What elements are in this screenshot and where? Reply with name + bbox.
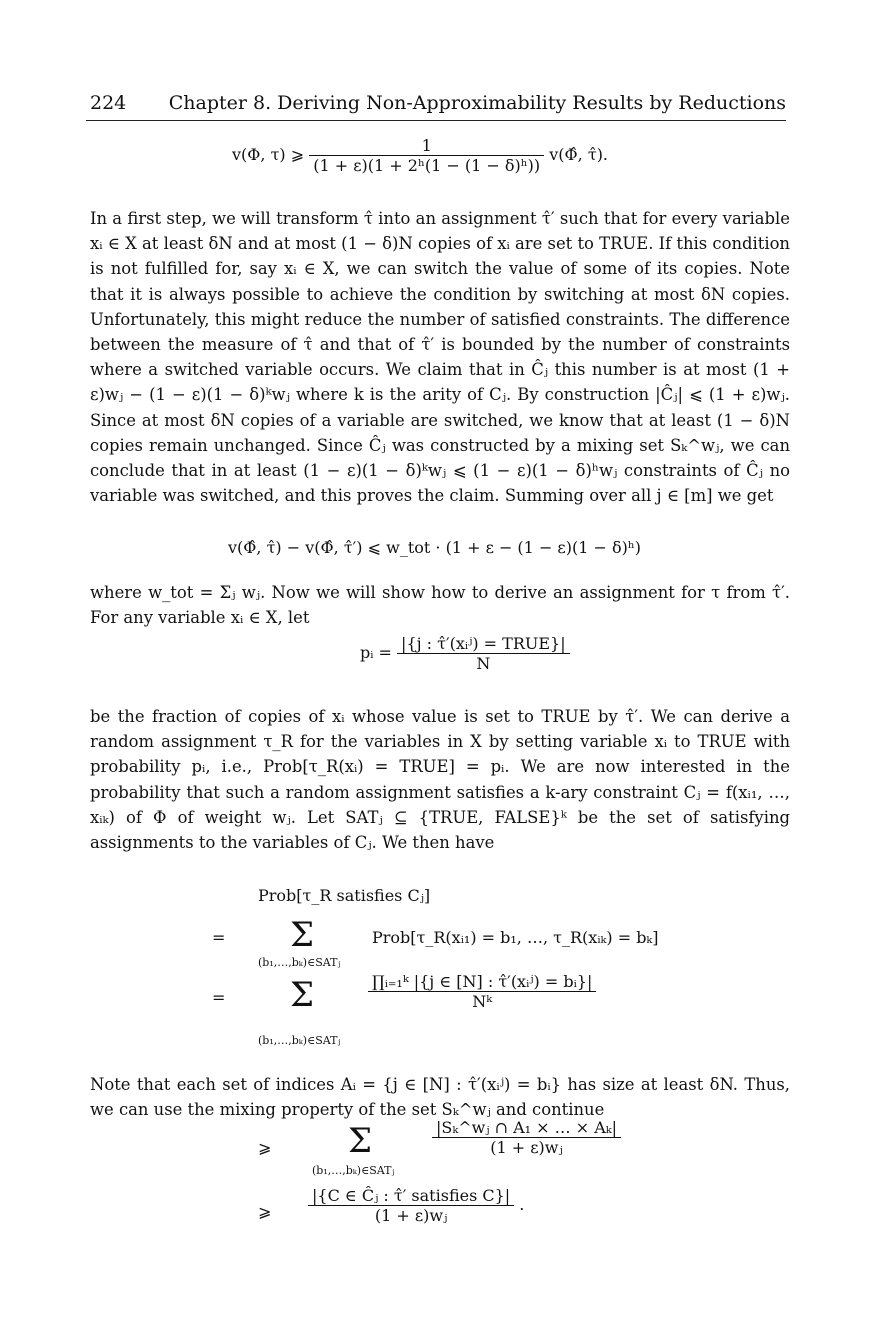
eq5-denominator-1: (1 + ε)wⱼ <box>432 1137 621 1157</box>
eq4-sum-2-sub: (b₁,…,bₖ)∈SATⱼ <box>258 1034 341 1047</box>
eq5-fraction-2 <box>308 1186 524 1225</box>
running-header <box>86 92 786 120</box>
paragraph-2: where w_tot = Σⱼ wⱼ. Now we will show how to derive an assignment for τ from τ̂′. For any variable xᵢ ∈ X, let <box>90 583 790 628</box>
eq4-sum-1: Σ <box>290 915 315 955</box>
eq4-eqsign-2: = <box>212 988 226 1007</box>
eq4-sum-1-sub: (b₁,…,bₖ)∈SATⱼ <box>258 956 341 969</box>
eq5-sum: Σ <box>348 1121 373 1161</box>
eq5-denominator-2: (1 + ε)wⱼ <box>308 1205 514 1225</box>
eq3-fraction <box>397 634 570 673</box>
eq3-numerator: |{j : τ̂′(xᵢʲ) = TRUE}| <box>401 634 566 653</box>
eq4-denominator: Nᵏ <box>368 991 596 1011</box>
eq5-fraction-1 <box>432 1118 621 1157</box>
equation-2: v(Φ̂, τ̂) − v(Φ̂, τ̂′) ⩽ w_tot · (1 + ε − (1 − ε)(1 − δ)ʰ) <box>228 538 641 557</box>
eq1-fraction <box>309 136 544 175</box>
eq5-sum-sub: (b₁,…,bₖ)∈SATⱼ <box>312 1164 395 1177</box>
eq1-lhs: v(Φ, τ) ⩾ <box>232 145 305 164</box>
equation-3 <box>360 634 660 690</box>
eq4-line0: Prob[τ_R satisfies Cⱼ] <box>258 886 431 905</box>
eq4-fraction <box>368 972 596 1011</box>
eq5-numerator-2: |{C ∈ Ĉⱼ : τ̂′ satisfies C}| <box>312 1186 511 1205</box>
paragraph-1: In a first step, we will transform τ̂ into an assignment τ̂′ such that for every variable xᵢ ∈ X at least δN and at most (1 − δ)N copies of xᵢ are set to TRUE. If this condition is not fulfilled for, say xᵢ ∈ X, we can switch the value of some of its copies. Note that it is always possible to achieve the condition by switching at most δN copies. Unfortunately, this might reduce the number of satisfied constraints. The difference between the measure of τ̂ and that of τ̂′ is bounded by the number of constraints where a switched variable occurs. We claim that in Ĉⱼ this number is at most (1 + ε)wⱼ − (1 − ε)(1 − δ)ᵏwⱼ where k is the arity of Cⱼ. By construction |Ĉⱼ| ⩽ (1 + ε)wⱼ. Since at most δN copies of a variable are switched, we know that at least (1 − δ)N copies remain unchanged. Since Ĉⱼ was constructed by a mixing set Sₖ^wⱼ, we can conclude that in at least (1 − ε)(1 − δ)ᵏwⱼ ⩽ (1 − ε)(1 − δ)ʰwⱼ constraints of Ĉⱼ no variable was switched, and this proves the claim. Summing over all j ∈ [m] we get <box>90 209 790 506</box>
eq4-sum-2: Σ <box>290 975 315 1015</box>
eq1-numerator: 1 <box>421 136 432 155</box>
eq5-numerator-1: |Sₖ^wⱼ ∩ A₁ × … × Aₖ| <box>436 1118 617 1137</box>
eq5-frac-1 <box>432 1118 621 1157</box>
paragraph-4: Note that each set of indices Aᵢ = {j ∈ [N] : τ̂′(xᵢʲ) = bᵢ} has size at least δN. Thus, we can use the mixing property of the set Sₖ^wⱼ and continue <box>90 1075 790 1120</box>
eq4-numerator: ∏ᵢ₌₁ᵏ |{j ∈ [N] : τ̂′(xᵢʲ) = bᵢ}| <box>372 972 593 991</box>
paragraph-3: be the fraction of copies of xᵢ whose value is set to TRUE by τ̂′. We can derive a random assignment τ_R for the variables in X by setting variable xᵢ to TRUE with probability pᵢ, i.e., Prob[τ_R(xᵢ) = TRUE] = pᵢ. We are now interested in the probability that such a random assignment satisfies a k-ary constraint Cⱼ = f(xᵢ₁, …, xᵢₖ) of Φ of weight wⱼ. Let SATⱼ ⊆ {TRUE, FALSE}ᵏ be the set of satisfying assignments to the variables of Cⱼ. We then have <box>90 707 790 853</box>
eq5-geq-1: ⩾ <box>258 1138 272 1157</box>
eq4-line1: Prob[τ_R(xᵢ₁) = b₁, …, τ_R(xᵢₖ) = bₖ] <box>372 928 659 947</box>
eq5-period: . <box>519 1195 525 1214</box>
equation-1 <box>232 136 772 196</box>
eq3-denominator: N <box>397 653 570 673</box>
eq4-frac <box>368 972 596 1011</box>
eq1-rhs: v(Φ̂, τ̂). <box>549 145 609 164</box>
header-rule <box>86 120 786 121</box>
eq5-geq-2: ⩾ <box>258 1202 272 1221</box>
eq4-eqsign-1: = <box>212 928 226 947</box>
chapter-title: Chapter 8. Deriving Non-Approximability Results by Reductions <box>168 92 786 114</box>
page-number: 224 <box>90 92 127 114</box>
eq3-lhs: pᵢ = <box>360 643 392 662</box>
eq5-frac-2 <box>308 1186 514 1225</box>
eq1-denominator: (1 + ε)(1 + 2ʰ(1 − (1 − δ)ʰ)) <box>309 155 544 175</box>
